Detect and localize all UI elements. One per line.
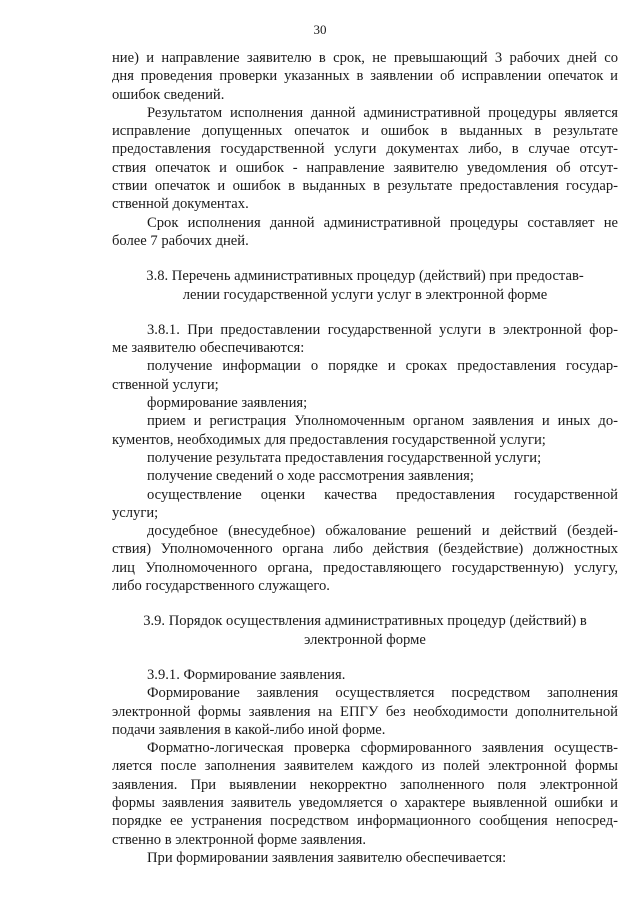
- text-line: исправление допущенных опечаток и ошибок в выданных в результате: [112, 123, 618, 140]
- list-item: [112, 486, 618, 523]
- text-line: ствии опечаток и ошибок в выданных в результате предоставления государ-: [112, 178, 618, 195]
- list-item: [112, 449, 618, 467]
- paragraph-deadline: [112, 214, 618, 251]
- text-line: прием и регистрация Уполномоченным органом заявления и иных до-: [147, 413, 618, 430]
- heading-line: 3.9. Порядок осуществления административных процедур (действий) в: [143, 613, 587, 630]
- heading-line: электронной форме: [304, 631, 426, 648]
- text-line: формирование заявления;: [147, 395, 308, 412]
- text-line: Срок исполнения данной административной процедуры составляет не: [147, 214, 618, 231]
- text-line: предоставления государственной услуги документах либо, в случае отсут-: [112, 141, 618, 158]
- subsection-3-8-1: [112, 321, 618, 595]
- paragraph-format-check: [112, 739, 618, 849]
- section-heading-3-8: [112, 267, 618, 304]
- text-line: формы заявления заявитель уведомляется о характере выявленной ошибки и: [112, 794, 618, 811]
- heading-line: лении государственной услуги услуг в электронной форме: [182, 286, 548, 303]
- page-content: [112, 49, 618, 867]
- text-line: получение результата предоставления государственной услуги;: [147, 449, 542, 466]
- text-line: Результатом исполнения данной административной процедуры является: [147, 104, 618, 121]
- text-line: ние) и направление заявителю в срок, не превышающий 3 рабочих дней со: [112, 50, 618, 66]
- text-line: дня проведения проверки указанных в заявлении об исправлении опечаток и: [112, 68, 618, 85]
- subsection-3-9-1-title: 3.9.1. Формирование заявления.: [147, 666, 346, 683]
- text-line: подачи заявления в какой-либо иной форме.: [112, 721, 386, 738]
- list-item: [112, 394, 618, 412]
- text-line: ствия) Уполномоченного органа либо действия (бездействие) должностных: [112, 541, 618, 558]
- page-number: 30: [313, 22, 327, 37]
- text-line: досудебное (внесудебное) обжалование решений и действий (бездей-: [147, 523, 618, 540]
- text-line: 3.8.1. При предоставлении государственной услуги в электронной фор-: [147, 321, 618, 338]
- text-line: ственно в электронной форме заявления.: [112, 831, 367, 848]
- list-item: [112, 357, 618, 394]
- text-line: электронной формы заявления на ЕПГУ без необходимости дополнительной: [112, 703, 618, 720]
- text-line: ошибок сведений.: [112, 86, 225, 103]
- text-line: Форматно-логическая проверка сформированного заявления осуществ-: [147, 740, 618, 757]
- text-line: услуги;: [112, 504, 159, 521]
- list-item: [112, 412, 618, 449]
- list-item: [112, 522, 618, 595]
- text-line: Формирование заявления осуществляется посредством заполнения: [147, 685, 618, 702]
- text-line: порядке ее устранения посредством информационного сообщения непосред-: [112, 813, 618, 830]
- text-line: ме заявителю обеспечиваются:: [112, 340, 305, 357]
- text-line: лиц Уполномоченного органа, предоставляющего государственную) услугу,: [112, 559, 618, 576]
- text-line: ственной услуги;: [112, 376, 219, 393]
- list-item: [112, 467, 618, 485]
- text-line: более 7 рабочих дней.: [112, 232, 249, 249]
- text-line: ствия опечаток и ошибок - направление заявителю уведомления об отсут-: [112, 159, 618, 176]
- text-line: либо государственного служащего.: [112, 578, 330, 595]
- heading-line: 3.8. Перечень административных процедур (действий) при предостав-: [146, 268, 584, 285]
- text-line: ственной документах.: [112, 196, 249, 213]
- text-line: получение информации о порядке и сроках предоставления государ-: [147, 358, 618, 375]
- text-line: получение сведений о ходе рассмотрения заявления;: [147, 468, 474, 485]
- section-heading-3-9: [112, 612, 618, 649]
- paragraph-result: [112, 104, 618, 214]
- text-line: осуществление оценки качества предоставления государственной: [147, 486, 618, 503]
- paragraph-formation: [112, 684, 618, 739]
- text-line: ляется после заполнения заявителем каждого из полей электронной формы: [112, 758, 618, 775]
- paragraph-last: При формировании заявления заявителю обеспечивается:: [147, 849, 507, 866]
- text-line: кументов, необходимых для предоставления государственной услуги;: [112, 431, 546, 448]
- text-line: заявления. При выявлении некорректно заполненного поля электронной: [112, 776, 618, 793]
- paragraph-continuation: [112, 49, 618, 104]
